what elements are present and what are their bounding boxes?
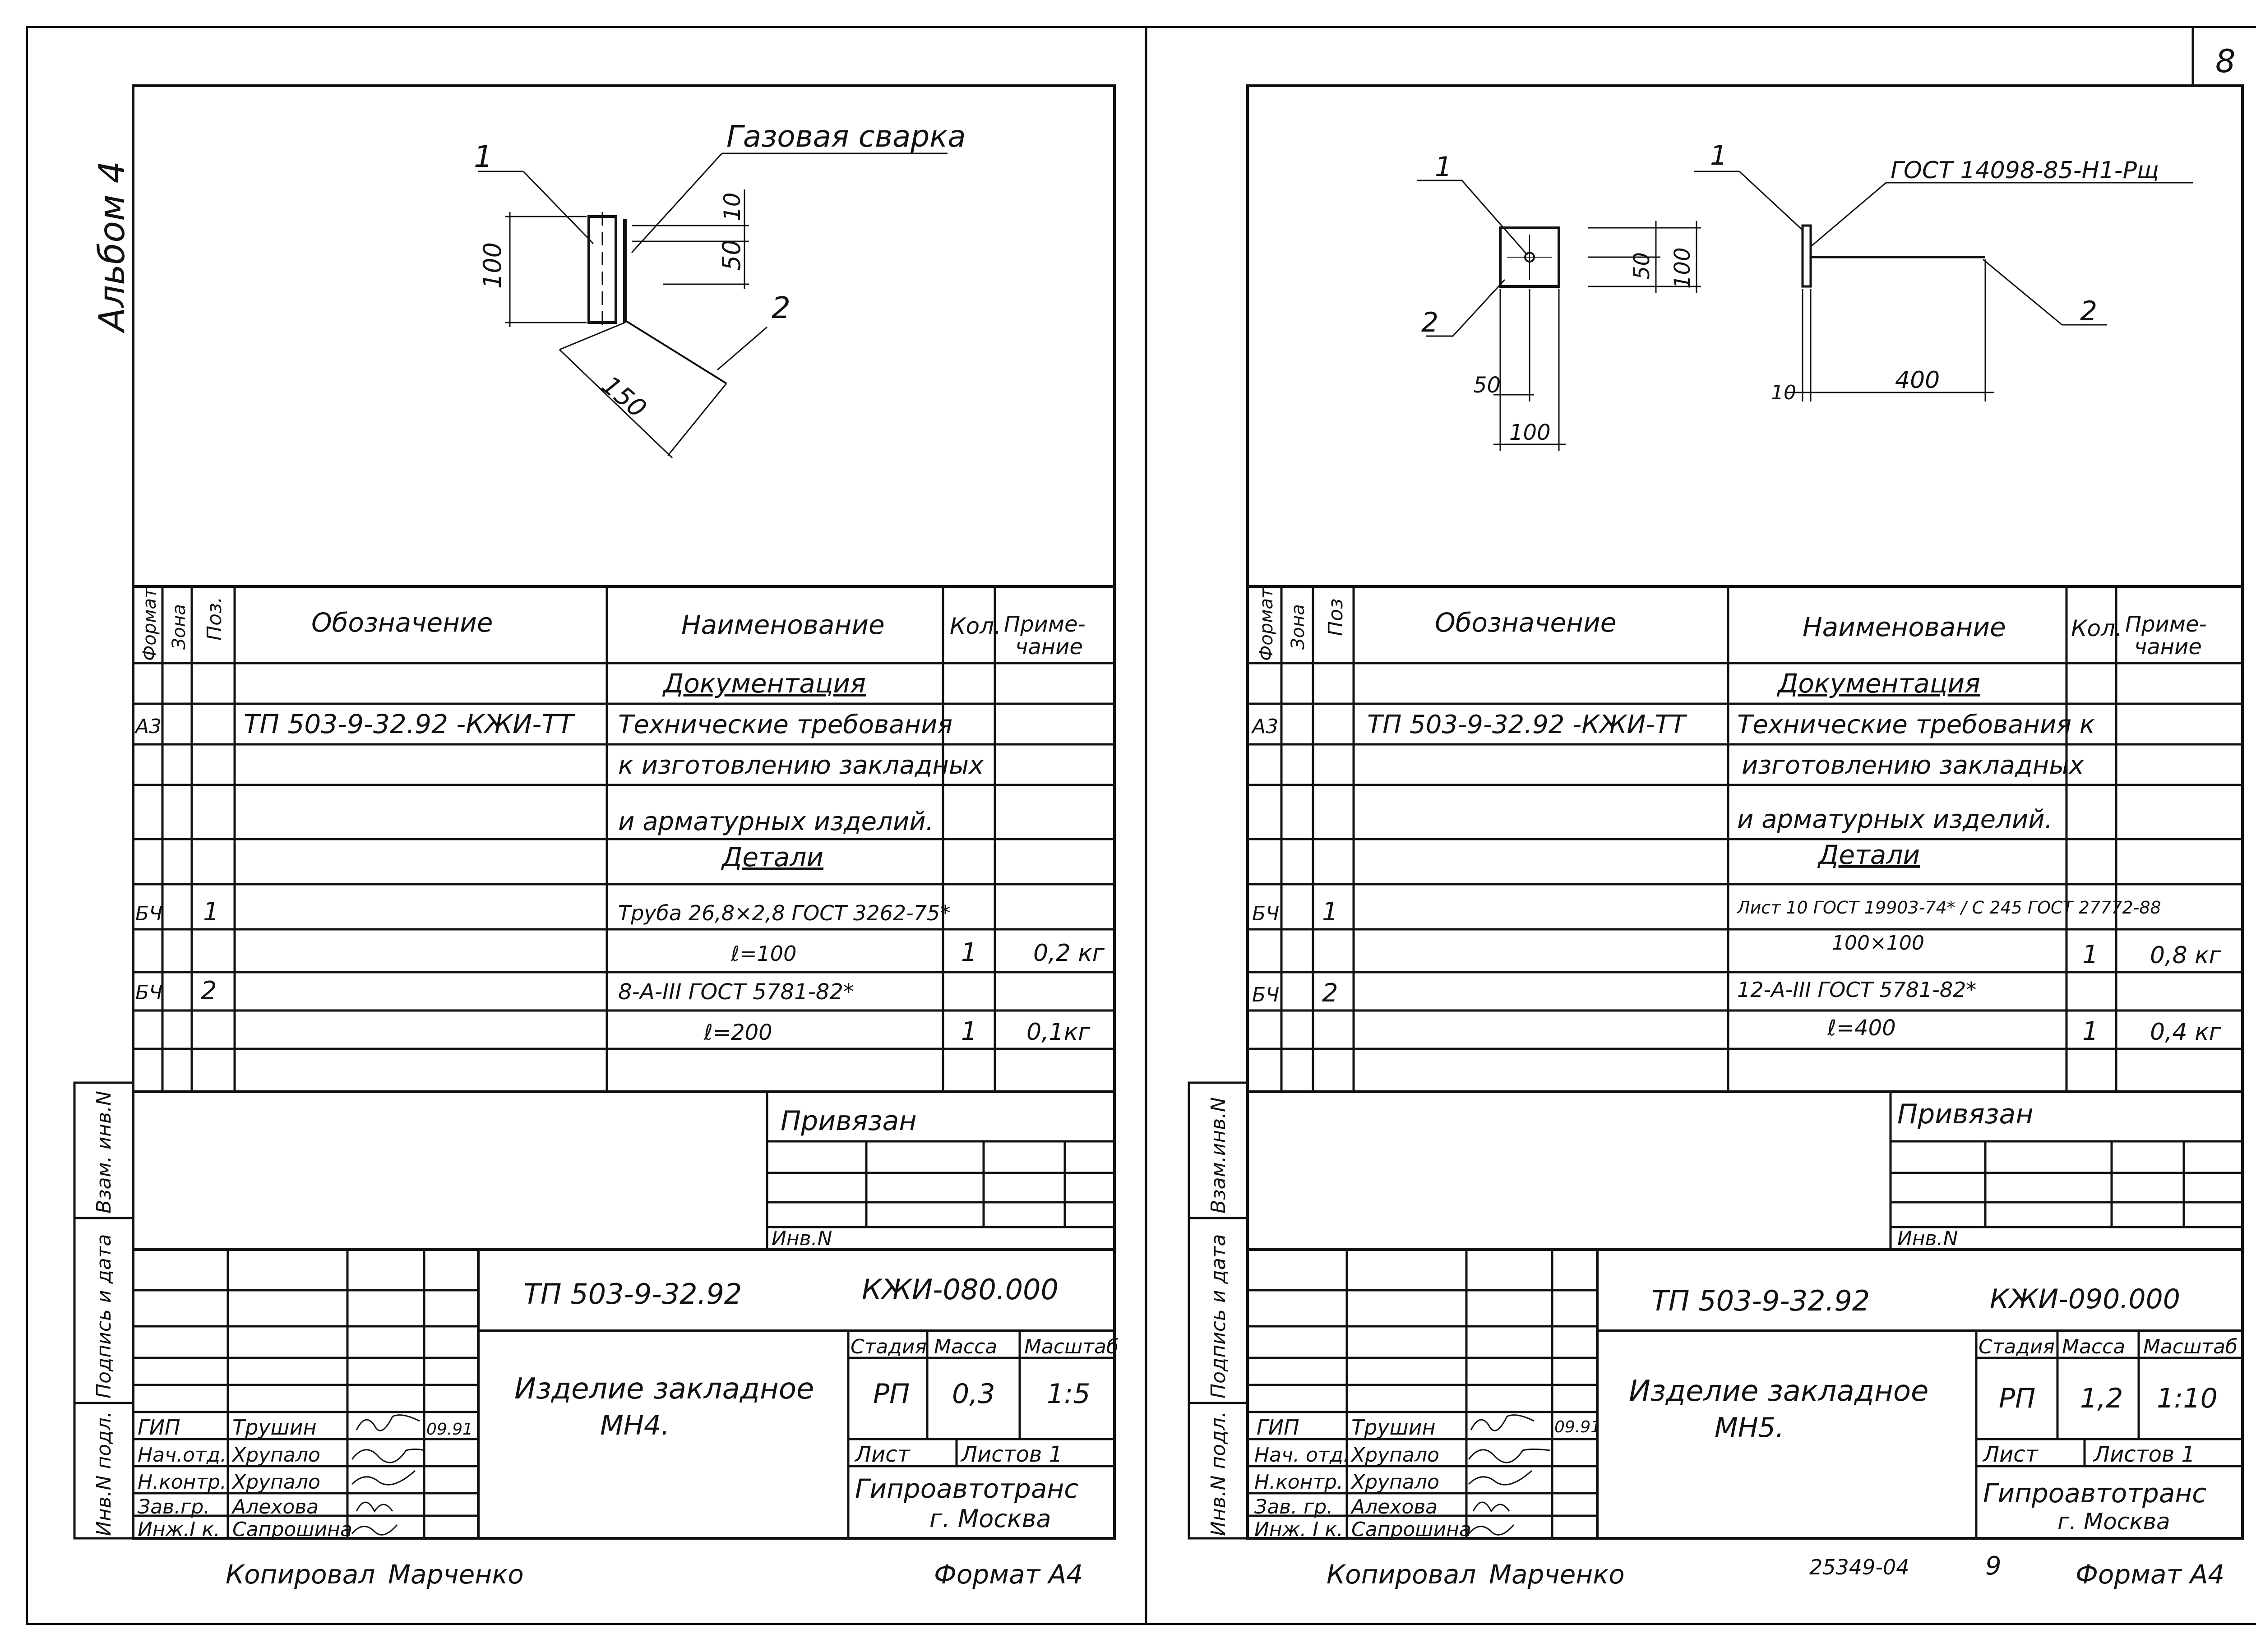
left-person-3: Алехова	[232, 1495, 319, 1518]
right-row8-qty: 1	[2082, 1017, 2099, 1046]
left-role-2: Н.контр.	[138, 1471, 227, 1494]
right-person-1: Хрупало	[1351, 1444, 1439, 1467]
left-row5-pos: 1	[203, 897, 219, 927]
right-footer-copied: Копировал	[1327, 1559, 1476, 1590]
right-row5-pos: 1	[1322, 897, 1338, 927]
left-hdr-qty: Кол.	[950, 613, 1001, 639]
right-hdr-name: Наименование	[1803, 612, 2006, 642]
left-role-4: Инж.I к.	[138, 1518, 220, 1541]
right-role-3: Зав. гр.	[1254, 1495, 1333, 1518]
left-row6-note: 0,2 кг	[1033, 940, 1105, 967]
left-dim-10: 10	[719, 192, 745, 221]
page-number: 8	[2215, 43, 2236, 80]
left-row1-format: А3	[135, 715, 162, 738]
left-hdr-name: Наименование	[681, 609, 885, 640]
right-dim-100a: 100	[1509, 420, 1551, 445]
right-role-4: Инж. I к.	[1254, 1518, 1343, 1541]
left-hdr-designation: Обозначение	[311, 607, 493, 638]
right-row1-designation: ТП 503-9-32.92 -КЖИ-ТТ	[1367, 710, 1686, 739]
right-row7-pos: 2	[1322, 978, 1338, 1008]
right-hdr-qty: Кол.	[2071, 615, 2122, 641]
right-dim-400: 400	[1895, 367, 1940, 394]
left-hdr-note: Приме-	[1004, 612, 1086, 637]
left-row5-format: БЧ	[135, 902, 163, 925]
right-inv-no: Инв.N	[1897, 1227, 1958, 1250]
right-row7-name: 12-А-III ГОСТ 5781-82*	[1737, 978, 1977, 1002]
left-row8-name: ℓ=200	[704, 1020, 772, 1045]
left-row5-name: Труба 26,8×2,8 ГОСТ 3262-75*	[618, 901, 951, 925]
right-row5-format: БЧ	[1252, 902, 1280, 925]
left-person-2: Хрупало	[232, 1471, 320, 1494]
right-footer-name: Марченко	[1489, 1559, 1625, 1590]
right-dim-50b: 50	[1629, 252, 1655, 280]
left-hdr-format: Формат	[139, 587, 160, 661]
right-row4-name: Детали	[1818, 840, 1920, 870]
left-hdr-pos: Поз.	[203, 596, 226, 641]
left-date: 09.91	[426, 1420, 473, 1439]
right-scale-label: Масштаб	[2143, 1335, 2238, 1358]
left-dim-150: 150	[596, 370, 652, 424]
right-row8-name: ℓ=400	[1827, 1015, 1896, 1041]
right-row6-qty: 1	[2082, 940, 2099, 969]
left-row1-name: Технические требования	[618, 710, 953, 739]
left-role-0: ГИП	[138, 1415, 180, 1440]
left-row2-name: к изготовлению закладных	[618, 751, 984, 780]
right-person-2: Хрупало	[1351, 1471, 1439, 1494]
left-footer-name: Марченко	[388, 1559, 524, 1590]
left-row7-pos: 2	[201, 976, 217, 1006]
left-sheet-label: Лист	[855, 1442, 910, 1467]
right-hdr-pos: Поз	[1324, 598, 1347, 636]
right-scale: 1:10	[2157, 1383, 2218, 1414]
right-dim-50a: 50	[1473, 373, 1501, 398]
right-hdr-note2: чание	[2134, 634, 2202, 660]
right-city: г. Москва	[2057, 1509, 2170, 1535]
left-scale-label: Масштаб	[1024, 1335, 1119, 1358]
left-footer-format: Формат А4	[934, 1559, 1083, 1590]
right-sheets-label: Листов 1	[2094, 1442, 2196, 1467]
album-label: Альбом 4	[92, 161, 133, 332]
right-doc-code: ТП 503-9-32.92	[1651, 1284, 1870, 1317]
right-hdr-format: Формат	[1256, 587, 1277, 661]
right-sheet-code: КЖИ-090.000	[1990, 1283, 2180, 1315]
left-role-3: Зав.гр.	[138, 1495, 210, 1518]
left-hdr-note2: чание	[1015, 634, 1083, 660]
right-footer-num: 9	[1985, 1551, 2002, 1581]
left-person-0: Трушин	[232, 1415, 317, 1440]
left-row4-name: Детали	[722, 842, 824, 872]
right-dim-100b: 100	[1670, 247, 1695, 289]
right-sheet-label: Лист	[1983, 1442, 2038, 1467]
left-person-4: Сапрошина	[232, 1518, 352, 1541]
right-role-2: Н.контр.	[1254, 1471, 1343, 1494]
right-row1-format: А3	[1252, 715, 1279, 738]
left-bound: Привязан	[781, 1105, 917, 1137]
right-row2-name: изготовлению закладных	[1742, 751, 2084, 780]
right-row6-note: 0,8 кг	[2150, 942, 2221, 969]
left-title: Изделие закладное	[514, 1372, 814, 1406]
left-org: Гипроавтотранс	[855, 1473, 1079, 1504]
right-org: Гипроавтотранс	[1983, 1478, 2207, 1509]
right-dim-10: 10	[1771, 381, 1796, 404]
left-inv-no: Инв.N	[772, 1227, 832, 1250]
left-sheet-code: КЖИ-080.000	[862, 1273, 1059, 1306]
right-person-3: Алехова	[1351, 1495, 1438, 1518]
left-mass-label: Масса	[934, 1335, 998, 1358]
right-footer-stamp: 25349-04	[1809, 1555, 1909, 1579]
left-stage: РП	[873, 1378, 910, 1410]
left-row3-name: и арматурных изделий.	[618, 807, 934, 836]
right-pos-2a: 2	[1421, 307, 1439, 338]
right-stage: РП	[1999, 1383, 2036, 1414]
left-side-label-1: Подпись и дата	[92, 1234, 116, 1398]
left-row6-qty: 1	[961, 938, 977, 967]
right-person-4: Сапрошина	[1351, 1518, 1471, 1541]
left-row7-format: БЧ	[135, 981, 163, 1004]
left-role-1: Нач.отд.	[138, 1444, 227, 1467]
left-row0-name: Документация	[663, 668, 866, 699]
left-side-label-0: Взам. инв.N	[92, 1091, 116, 1214]
left-pos-1: 1	[474, 139, 493, 174]
right-row3-name: и арматурных изделий.	[1737, 805, 2053, 834]
right-bound: Привязан	[1897, 1098, 2034, 1130]
left-person-1: Хрупало	[232, 1444, 320, 1467]
right-hdr-zone: Зона	[1288, 604, 1308, 650]
right-row6-name: 100×100	[1832, 932, 1924, 955]
left-doc-code: ТП 503-9-32.92	[523, 1278, 742, 1311]
left-row8-note: 0,1кг	[1026, 1019, 1091, 1046]
right-title: Изделие закладное	[1629, 1375, 1929, 1408]
right-side-label-1: Подпись и дата	[1207, 1234, 1230, 1398]
left-dim-100: 100	[478, 242, 507, 289]
right-hdr-note: Приме-	[2125, 612, 2207, 637]
right-pos-2b: 2	[2080, 295, 2098, 327]
right-date: 09.91	[1554, 1418, 1601, 1436]
left-row8-qty: 1	[961, 1017, 977, 1046]
right-side-label-0: Взам.инв.N	[1207, 1097, 1230, 1214]
right-role-1: Нач. отд.	[1254, 1444, 1350, 1467]
right-mass: 1,2	[2080, 1383, 2123, 1414]
right-row5-name: Лист 10 ГОСТ 19903-74* / С 245 ГОСТ 27772-88	[1737, 898, 2161, 918]
right-footer-format: Формат А4	[2076, 1559, 2225, 1590]
left-pos-2: 2	[772, 291, 791, 325]
left-mark: МН4.	[600, 1410, 670, 1441]
left-city: г. Москва	[929, 1504, 1051, 1533]
left-stage-label: Стадия	[851, 1335, 927, 1358]
left-row1-designation: ТП 503-9-32.92 -КЖИ-ТТ	[244, 709, 574, 739]
left-mass: 0,3	[952, 1378, 995, 1410]
left-dim-50: 50	[717, 240, 746, 271]
left-weld-note: Газовая сварка	[726, 119, 966, 154]
right-pos-1a: 1	[1435, 151, 1452, 183]
right-row1-name: Технические требования к	[1737, 710, 2095, 739]
right-row0-name: Документация	[1778, 668, 1980, 699]
left-scale: 1:5	[1047, 1378, 1091, 1410]
right-mass-label: Масса	[2062, 1335, 2126, 1358]
right-mark: МН5.	[1715, 1412, 1784, 1444]
right-row8-note: 0,4 кг	[2150, 1019, 2221, 1046]
right-stage-label: Стадия	[1979, 1335, 2055, 1358]
right-person-0: Трушин	[1351, 1415, 1436, 1440]
right-pos-1b: 1	[1710, 140, 1728, 171]
right-hdr-designation: Обозначение	[1435, 607, 1617, 638]
left-footer-copied: Копировал	[226, 1559, 375, 1590]
left-row6-name: ℓ=100	[731, 941, 797, 966]
right-role-0: ГИП	[1257, 1415, 1299, 1440]
left-row7-name: 8-А-III ГОСТ 5781-82*	[618, 979, 854, 1005]
right-gost-note: ГОСТ 14098-85-Н1-Рщ	[1891, 157, 2159, 184]
left-hdr-zone: Зона	[169, 604, 190, 650]
left-sheets-label: Листов 1	[961, 1442, 1063, 1467]
right-side-label-2: Инв.N подл.	[1207, 1411, 1230, 1536]
left-side-label-2: Инв.N подл.	[92, 1411, 116, 1536]
right-row7-format: БЧ	[1252, 983, 1280, 1006]
